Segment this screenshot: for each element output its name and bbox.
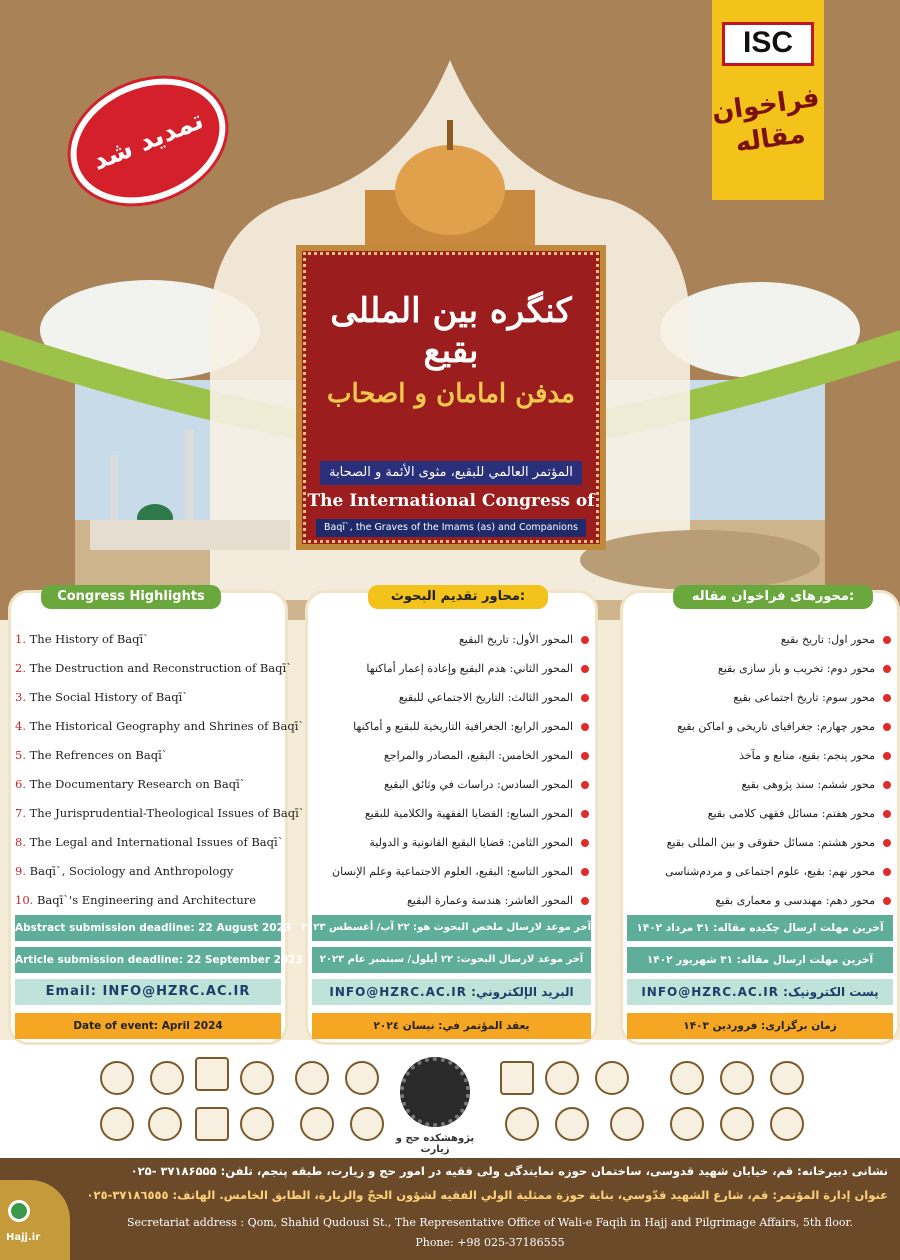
list-item: محور دوم: تخریب و باز سازی بقیع [623, 654, 897, 683]
bullet-icon [883, 723, 891, 731]
title-english: The International Congress of [307, 491, 595, 511]
title-arabic: المؤتمر العالمي للبقيع، مثوى الأئمة و الصحابة [320, 461, 582, 485]
abstract-deadline: آخرین مهلت ارسال چکیده مقاله: ۳۱ مرداد ۱۴۰۲ [627, 915, 893, 941]
bullet-icon [581, 694, 589, 702]
partner-logo [555, 1107, 589, 1141]
article-deadline: آخر موعد لارسال البحوث: ٢٢ أيلول/ سبتمبر عام ٢٠٢٣ [312, 947, 591, 973]
hajj-watermark [0, 1180, 70, 1260]
partner-logo [295, 1061, 329, 1095]
partner-logo [770, 1061, 804, 1095]
subtitle-english: Baqī`, the Graves of the Imams (as) and Companions [316, 519, 586, 537]
partner-logo [545, 1061, 579, 1095]
partner-logo [595, 1061, 629, 1095]
email-link[interactable]: پست الکترونیک: INFO@HZRC.AC.IR [627, 979, 893, 1005]
hajj-research-caption: پژوهشکده حج و زیارت [395, 1133, 475, 1155]
address-english: Secretariat address : Qom, Shahid Qudousi St., The Representative Office of Wali-e Faqih in Hajj and Pilgrimage Affairs, 5th floor. [126, 1216, 854, 1229]
highlights-column [8, 589, 305, 1045]
arabic-topics-list [308, 625, 595, 915]
partner-logo [505, 1107, 539, 1141]
bullet-icon [883, 839, 891, 847]
list-item: المحور التاسع: البقيع، العلوم الاجتماعية وعلم الإنسان [308, 857, 595, 886]
title-persian: کنگره بین المللی بقیع [330, 291, 572, 371]
partner-logo [670, 1061, 704, 1095]
phone-number: Phone: +98 025-37186555 [415, 1236, 565, 1249]
partner-logo [300, 1107, 334, 1141]
partner-logo [100, 1107, 134, 1141]
bullet-icon [581, 723, 589, 731]
list-item: المحور السادس: دراسات في وثائق البقيع [308, 770, 595, 799]
event-date: زمان برگزاری: فروردین ۱۴۰۳ [627, 1013, 893, 1039]
article-deadline: Article submission deadline: 22 September 2023 [15, 947, 281, 973]
bullet-icon [883, 694, 891, 702]
partner-logo [150, 1061, 184, 1095]
list-item: المحور الثاني: هدم البقيع وإعادة إعمار أماكنها [308, 654, 595, 683]
highlights-list [11, 625, 305, 915]
list-item: المحور العاشر: هندسة وعمارة البقيع [308, 886, 595, 915]
list-item: محور اول: تاریخ بقیع [623, 625, 897, 654]
list-item: المحور الرابع: الجغرافية التاريخية للبقيع و أماكنها [308, 712, 595, 741]
arabic-topics-column [301, 589, 598, 1045]
bullet-icon [883, 810, 891, 818]
persian-topics-column [620, 590, 900, 1045]
bullet-icon [581, 781, 589, 789]
title-panel [296, 245, 606, 550]
highlights-heading: Congress Highlights [41, 585, 221, 609]
address-persian: نشانی دبیرخانه: قم، خیابان شهید قدوسی، ساختمان حوزه نمایندگی ولی فقیه در امور حج و زیارت، طبقه پنجم، تلفن: ۳۷۱۸۶۵۵۵ -۰۲۵ [130, 1164, 888, 1178]
list-item: محور هشتم: مسائل حقوقی و بین المللی بقیع [623, 828, 897, 857]
list-item: المحور الثامن: قضايا البقيع القانونية و الدولية [308, 828, 595, 857]
address-arabic: عنوان إدارة المؤتمر: قم، شارع الشهيد قدّوسي، بناية حوزة ممثلية الولي الفقيه لشؤون الحجّ والزيارة، الطابق الخامس. الهاتف: ٣٧١٨٦٥٥٥-٠٢٥ [86, 1188, 888, 1202]
bullet-icon [581, 752, 589, 760]
email-link[interactable]: البريد الإلكتروني: INFO@HZRC.AC.IR [312, 979, 591, 1005]
bullet-icon [581, 665, 589, 673]
list-item: المحور الثالث: التاريخ الاجتماعي للبقيع [308, 683, 595, 712]
bullet-icon [883, 897, 891, 905]
footer [0, 1158, 900, 1260]
arabic-topics-heading: محاور تقديم البحوث: [368, 585, 548, 609]
partner-logo [670, 1107, 704, 1141]
email-link[interactable]: Email: INFO@HZRC.AC.IR [15, 979, 281, 1005]
bullet-icon [883, 781, 891, 789]
list-item: المحور الخامس: البقيع، المصادر والمراجع [308, 741, 595, 770]
partner-logos [90, 1055, 810, 1155]
hajj-site-label: Hajj.ir [6, 1232, 41, 1243]
persian-topics-list [623, 625, 897, 915]
partner-logo [345, 1061, 379, 1095]
call-for-papers-label: فراخوان مقاله [709, 82, 822, 159]
list-item: المحور السابع: القضايا الفقهية والكلامية للبقيع [308, 799, 595, 828]
partner-logo [195, 1107, 229, 1141]
list-item: 8. The Legal and International Issues of Baqī` [15, 835, 284, 849]
bullet-icon [581, 897, 589, 905]
partner-logo [240, 1061, 274, 1095]
list-item: 4. The Historical Geography and Shrines of Baqī` [15, 719, 305, 733]
list-item: محور دهم: مهندسی و معماری بقیع [623, 886, 897, 915]
partner-logo [770, 1107, 804, 1141]
partner-logo [610, 1107, 644, 1141]
bullet-icon [581, 839, 589, 847]
list-item: محور سوم: تاریخ اجتماعی بقیع [623, 683, 897, 712]
list-item: محور نهم: بقیع، علوم اجتماعی و مردم‌شناسی [623, 857, 897, 886]
isc-logo: ISC [722, 22, 814, 66]
list-item: 1. The History of Baqī` [15, 632, 149, 646]
bullet-icon [883, 636, 891, 644]
list-item: محور چهارم: جغرافیای تاریخی و اماکن بقیع [623, 712, 897, 741]
list-item: محور هفتم: مسائل فقهی کلامی بقیع [623, 799, 897, 828]
partner-logo [350, 1107, 384, 1141]
list-item: 5. The Refrences on Baqī` [15, 748, 168, 762]
partner-logo [195, 1057, 229, 1091]
list-item: 9. Baqī`, Sociology and Anthropology [15, 864, 234, 878]
list-item: 6. The Documentary Research on Baqī` [15, 777, 246, 791]
event-date: Date of event: April 2024 [15, 1013, 281, 1039]
isc-badge [709, 0, 824, 200]
bullet-icon [883, 752, 891, 760]
persian-topics-heading: محورهای فراخوان مقاله: [673, 585, 873, 609]
list-item: 2. The Destruction and Reconstruction of Baqī` [15, 661, 292, 675]
bullet-icon [883, 665, 891, 673]
abstract-deadline: آخر موعد لارسال ملخص البحوث هو: ٢٢ آب/ أغسطس ٢٠٢٣ [312, 915, 591, 941]
bullet-icon [883, 868, 891, 876]
hajj-logo-icon [8, 1200, 30, 1222]
bullet-icon [581, 636, 589, 644]
list-item: محور ششم: سند پژوهی بقیع [623, 770, 897, 799]
bullet-icon [581, 810, 589, 818]
bullet-icon [581, 868, 589, 876]
subtitle-persian: مدفن امامان و اصحاب [326, 379, 575, 409]
article-deadline: آخرین مهلت ارسال مقاله: ۳۱ شهریور ۱۴۰۲ [627, 947, 893, 973]
partner-logo [148, 1107, 182, 1141]
partner-logo [720, 1107, 754, 1141]
partner-logo [100, 1061, 134, 1095]
extended-stamp: تمدید شد [52, 56, 245, 225]
hajj-research-logo [400, 1057, 470, 1127]
list-item: 7. The Jurisprudential-Theological Issues of Baqī` [15, 806, 305, 820]
event-date: يعقد المؤتمر في: نيسان ٢٠٢٤ [312, 1013, 591, 1039]
list-item: المحور الأول: تاريخ البقيع [308, 625, 595, 654]
list-item: محور پنجم: بقیع، منابع و مآخذ [623, 741, 897, 770]
partner-logo [720, 1061, 754, 1095]
list-item: 3. The Social History of Baqī` [15, 690, 189, 704]
partner-logo [240, 1107, 274, 1141]
abstract-deadline: Abstract submission deadline: 22 August 2023 [15, 915, 281, 941]
partner-logo [500, 1061, 534, 1095]
list-item: 10. Baqī`'s Engineering and Architecture [15, 893, 257, 907]
